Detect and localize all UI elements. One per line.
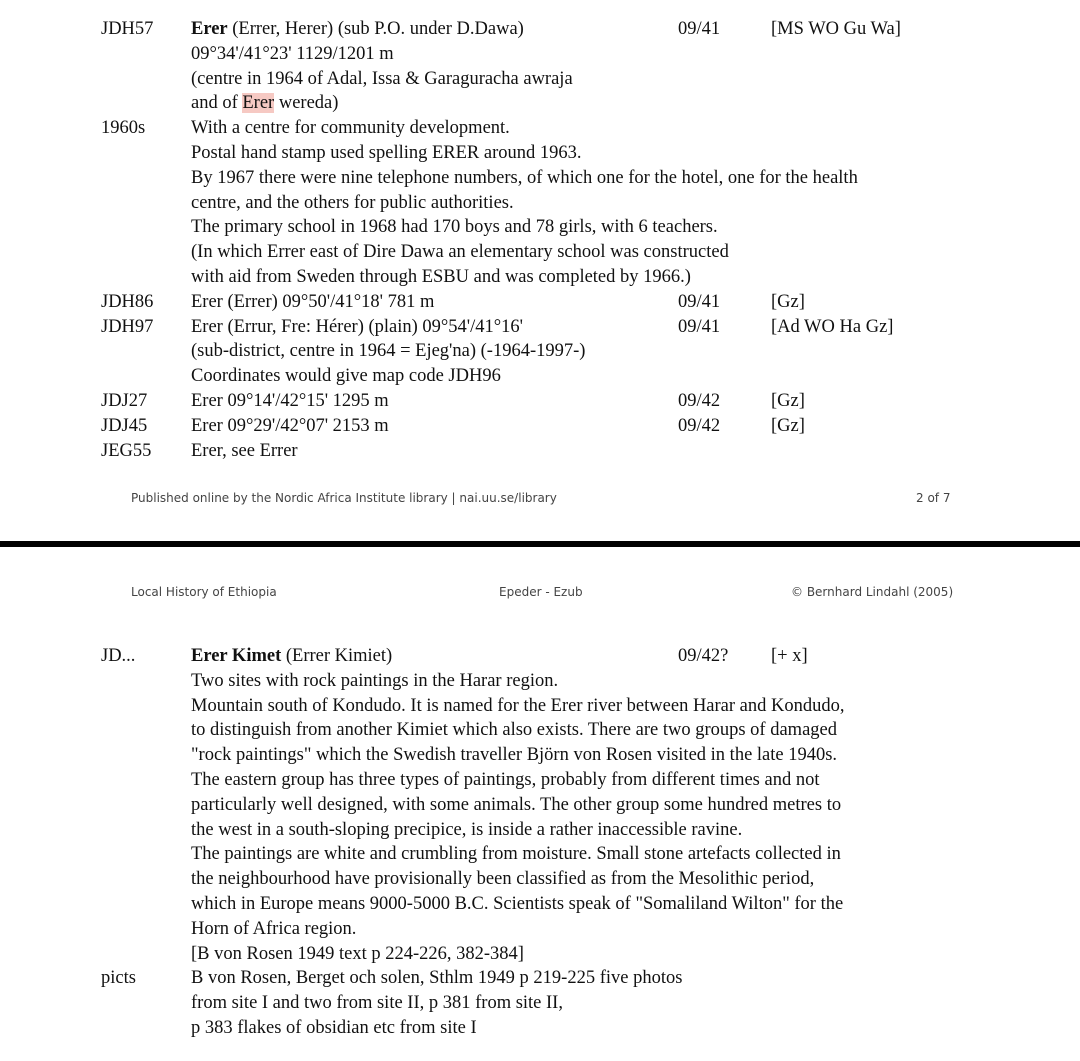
entry-line: (In which Errer east of Dire Dawa an elementary school was constructed [191, 242, 729, 263]
source-refs: [Ad WO Ha Gz] [771, 316, 894, 337]
entry-line: centre, and the others for public authorities. [191, 192, 514, 213]
map-sheet: 09/41 [678, 316, 721, 337]
entry-code: picts [101, 968, 136, 989]
entry-title-line [191, 644, 392, 669]
line-prefix: and of [191, 93, 243, 114]
page-number: 2 of 7 [916, 491, 951, 505]
entry-line: Erer (Errer) 09°50'/41°18' 781 m [191, 291, 435, 312]
page-separator [0, 541, 1080, 547]
entry-title-rest: (Errer Kimiet) [281, 646, 393, 666]
entry-line: (centre in 1964 of Adal, Issa & Garaguracha awraja [191, 68, 573, 89]
entry-line: the neighbourhood have provisionally been classified as from the Mesolithic period, [191, 869, 815, 890]
entry-line: with aid from Sweden through ESBU and was completed by 1966.) [191, 267, 691, 287]
entry-line: from site I and two from site II, p 381 from site II, [191, 993, 563, 1014]
search-highlight: Erer [242, 93, 275, 114]
entry-line: Mountain south of Kondudo. It is named for the Erer river between Harar and Kondudo, [191, 695, 845, 716]
entry-line: Erer (Errur, Fre: Hérer) (plain) 09°54'/41°16' [191, 316, 524, 337]
entry-code: JEG55 [101, 440, 152, 461]
page-header-range: Epeder - Ezub [499, 585, 583, 599]
entry-line: the west in a south-sloping precipice, is inside a rather inaccessible ravine. [191, 819, 743, 840]
source-refs: [Gz] [771, 291, 805, 312]
entry-line: B von Rosen, Berget och solen, Sthlm 1949 p 219-225 five photos [191, 968, 683, 989]
page-footer-publisher: Published online by the Nordic Africa Institute library | nai.uu.se/library [131, 491, 557, 505]
entry-line: Two sites with rock paintings in the Harar region. [191, 670, 559, 691]
entry-line: [B von Rosen 1949 text p 224-226, 382-384] [191, 943, 524, 964]
entry-line: Erer 09°29'/42°07' 2153 m [191, 415, 389, 436]
entry-line: particularly well designed, with some animals. The other group some hundred metres to [191, 794, 842, 815]
entry-name: Erer [191, 19, 228, 39]
entry-line: Erer 09°14'/42°15' 1295 m [191, 391, 389, 411]
entry-line: The primary school in 1968 had 170 boys and 78 girls, with 6 teachers. [191, 217, 718, 238]
map-sheet: 09/41 [678, 19, 721, 39]
entry-code: JDJ45 [101, 415, 148, 436]
entry-code: JDJ27 [101, 391, 148, 411]
entry-line-highlighted [191, 91, 338, 116]
entry-line: Horn of Africa region. [191, 918, 357, 939]
entry-line: The eastern group has three types of paintings, probably from different times and not [191, 770, 820, 790]
map-sheet: 09/42 [678, 415, 721, 436]
source-refs: [MS WO Gu Wa] [771, 19, 901, 39]
entry-line: (sub-district, centre in 1964 = Ejeg'na) (-1964-1997-) [191, 341, 586, 362]
entry-line: to distinguish from another Kimiet which also exists. There are two groups of damaged [191, 720, 837, 741]
entry-code: JDH86 [101, 291, 154, 312]
entry-line: p 383 flakes of obsidian etc from site I [191, 1018, 477, 1038]
source-refs: [Gz] [771, 391, 805, 411]
entry-line: "rock paintings" which the Swedish traveller Björn von Rosen visited in the late 1940s. [191, 745, 838, 766]
entry-line: By 1967 there were nine telephone numbers, of which one for the hotel, one for the health [191, 167, 858, 188]
map-sheet: 09/41 [678, 291, 721, 312]
entry-code: 1960s [101, 118, 146, 139]
document-page-3 [0, 551, 1080, 1061]
source-refs: [+ x] [771, 646, 808, 666]
page-header-title: Local History of Ethiopia [131, 585, 277, 599]
entry-line: The paintings are white and crumbling from moisture. Small stone artefacts collected in [191, 844, 841, 865]
map-sheet: 09/42? [678, 646, 729, 666]
entry-title-line [191, 17, 524, 42]
entry-line: Coordinates would give map code JDH96 [191, 366, 501, 387]
entry-line: Erer, see Errer [191, 440, 298, 461]
map-sheet: 09/42 [678, 391, 721, 411]
entry-name: Erer Kimet [191, 646, 282, 666]
entry-line: 09°34'/41°23' 1129/1201 m [191, 43, 394, 64]
entry-line: Postal hand stamp used spelling ERER around 1963. [191, 143, 582, 163]
entry-line: With a centre for community development. [191, 118, 510, 139]
entry-code: JDH97 [101, 316, 154, 337]
entry-title-rest: (Errer, Herer) (sub P.O. under D.Dawa) [227, 19, 524, 39]
entry-code: JDH57 [101, 19, 154, 39]
source-refs: [Gz] [771, 415, 805, 436]
line-suffix: wereda) [274, 93, 339, 114]
entry-line: which in Europe means 9000-5000 B.C. Scientists speak of "Somaliland Wilton" for the [191, 894, 844, 914]
entry-code: JD... [101, 646, 136, 666]
page-header-copyright: © Bernhard Lindahl (2005) [791, 585, 954, 599]
